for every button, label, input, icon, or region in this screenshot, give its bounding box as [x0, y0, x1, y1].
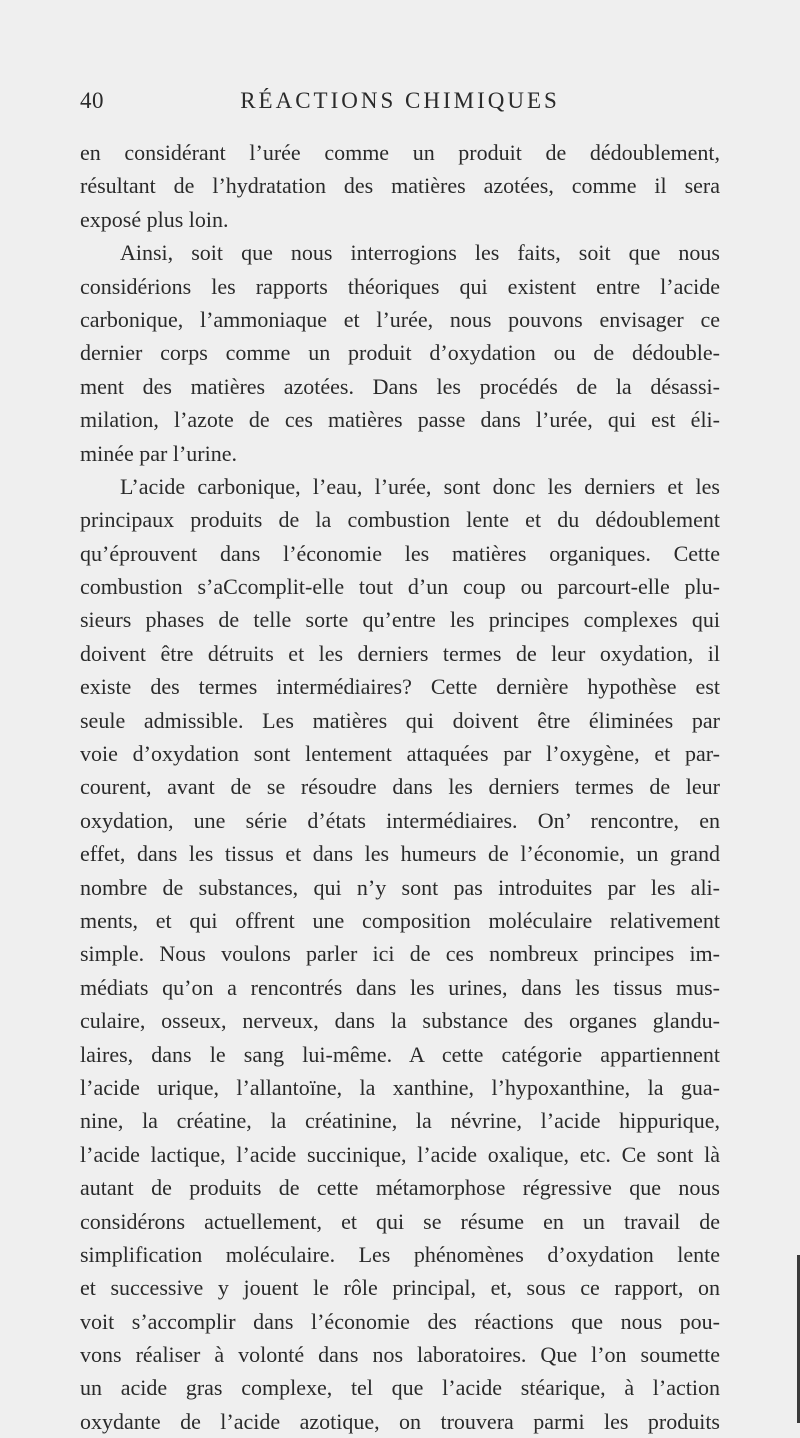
text-line: l’acide lactique, l’acide succinique, l’acide oxalique, etc. Ce sont là	[80, 1141, 720, 1167]
text-line: milation, l’azote de ces matières passe dans l’urée, qui est éli-	[80, 407, 720, 433]
text-line: et successive y jouent le rôle principal, et, sous ce rapport, on	[80, 1275, 720, 1301]
text-line: considérions les rapports théoriques qui existent entre l’acide	[80, 273, 720, 299]
body-text	[80, 136, 720, 1438]
text-line: vons réaliser à volonté dans nos laboratoires. Que l’on soumette	[80, 1342, 720, 1368]
text-line: ments, et qui offrent une composition moléculaire relativement	[80, 907, 720, 933]
text-line: résultant de l’hydratation des matières azotées, comme il sera	[80, 173, 720, 199]
text-line: seule admissible. Les matières qui doivent être éliminées par	[80, 707, 720, 733]
text-line: médiats qu’on a rencontrés dans les urines, dans les tissus mus-	[80, 974, 720, 1000]
text-line: L’acide carbonique, l’eau, l’urée, sont donc les derniers et les	[120, 473, 720, 499]
text-line: l’acide urique, l’allantoïne, la xanthine, l’hypoxanthine, la gua-	[80, 1074, 720, 1100]
text-line: sieurs phases de telle sorte qu’entre les principes complexes qui	[80, 607, 720, 633]
text-line: minée par l’urine.	[80, 440, 237, 466]
text-line: existe des termes intermédiaires? Cette dernière hypothèse est	[80, 674, 720, 700]
text-line: un acide gras complexe, tel que l’acide stéarique, à l’action	[80, 1375, 720, 1401]
text-line: effet, dans les tissus et dans les humeurs de l’économie, un grand	[80, 841, 720, 867]
page-header	[80, 88, 720, 118]
running-title: RÉACTIONS CHIMIQUES	[240, 88, 560, 113]
page-number: 40	[80, 88, 104, 113]
text-line: simple. Nous voulons parler ici de ces nombreux principes im-	[80, 941, 720, 967]
text-line: simplification moléculaire. Les phénomènes d’oxydation lente	[80, 1241, 720, 1267]
text-line: exposé plus loin.	[80, 206, 229, 232]
text-line: combustion s’aCcomplit-elle tout d’un coup ou parcourt-elle plu-	[80, 574, 720, 600]
text-line: qu’éprouvent dans l’économie les matières organiques. Cette	[80, 540, 720, 566]
text-line: voit s’accomplir dans l’économie des réactions que nous pou-	[80, 1308, 720, 1334]
text-line: oxydation, une série d’états intermédiaires. On’ rencontre, en	[80, 807, 720, 833]
text-line: doivent être détruits et les derniers termes de leur oxydation, il	[80, 640, 720, 666]
text-line: nine, la créatine, la créatinine, la névrine, l’acide hippurique,	[80, 1108, 720, 1134]
text-line: considérons actuellement, et qui se résume en un travail de	[80, 1208, 720, 1234]
text-line: oxydante de l’acide azotique, on trouvera parmi les produits	[80, 1408, 720, 1434]
text-line: nombre de substances, qui n’y sont pas introduites par les ali-	[80, 874, 720, 900]
text-line: Ainsi, soit que nous interrogions les faits, soit que nous	[120, 240, 720, 266]
text-line: en considérant l’urée comme un produit de dédoublement,	[80, 140, 720, 165]
text-line: voie d’oxydation sont lentement attaquées par l’oxygène, et par-	[80, 741, 720, 767]
text-line: dernier corps comme un produit d’oxydation ou de dédouble-	[80, 340, 720, 366]
text-line: ment des matières azotées. Dans les procédés de la désassi-	[80, 373, 720, 399]
text-line: courent, avant de se résoudre dans les derniers termes de leur	[80, 774, 720, 800]
text-line: culaire, osseux, nerveux, dans la substance des organes glandu-	[80, 1008, 720, 1034]
text-line: laires, dans le sang lui-même. A cette catégorie appartiennent	[80, 1041, 720, 1067]
text-line: autant de produits de cette métamorphose régressive que nous	[80, 1175, 720, 1201]
text-line: principaux produits de la combustion lente et du dédoublement	[80, 507, 720, 533]
text-line: carbonique, l’ammoniaque et l’urée, nous pouvons envisager ce	[80, 306, 720, 332]
